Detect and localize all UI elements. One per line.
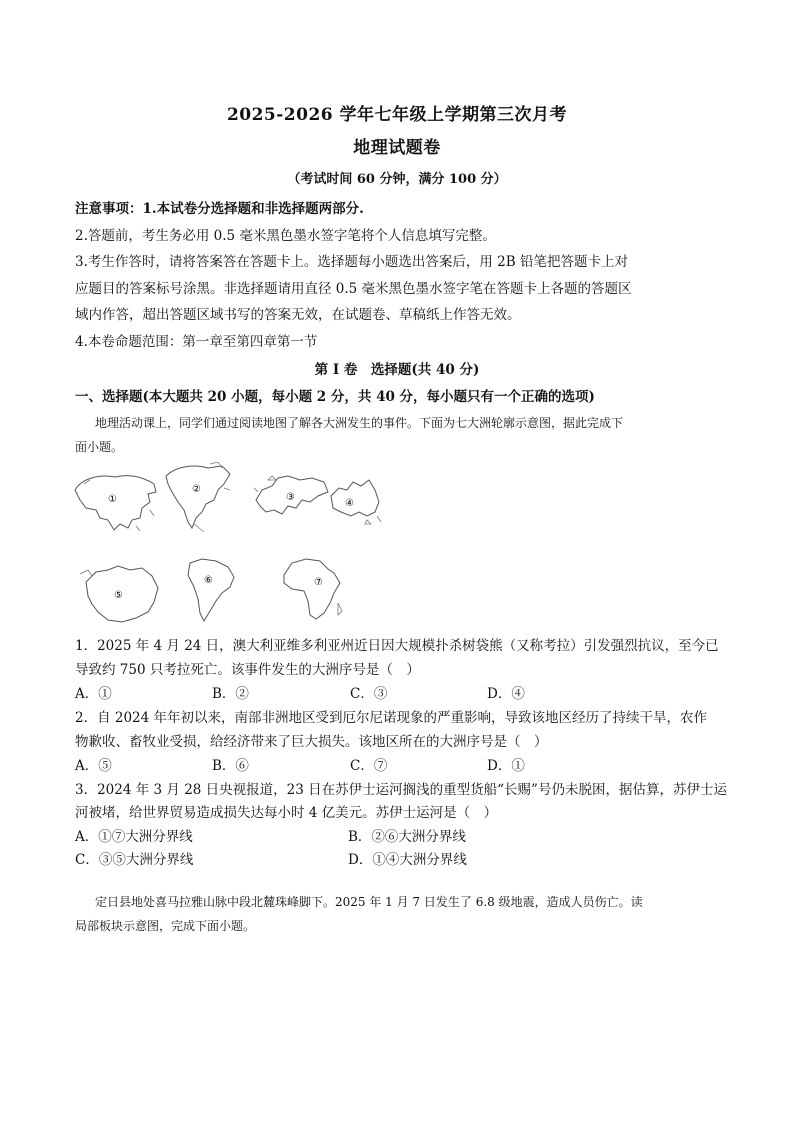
question-2-option-c[interactable]: C．⑦ (350, 758, 388, 774)
intro1-line-2: 面小题。 (75, 440, 124, 454)
continent-map-2 (160, 462, 235, 537)
intro1-line-1: 地理活动课上，同学们通过阅读地图了解各大洲发生的事件。下面为七大洲轮廓示意图，据此完成下 (95, 416, 624, 430)
continent-map-4 (325, 476, 385, 526)
notes-line-4: 4.本卷命题范围：第一章至第四章第一节 (75, 334, 318, 350)
question-1-line-1: 1．2025 年 4 月 24 日，澳大利亚维多利亚州近日因大规模扑杀树袋熊（又称考拉）引发强烈抗议，至今已 (75, 638, 719, 654)
continent-map-3 (248, 470, 333, 525)
question-3-option-c[interactable]: C．③⑤大洲分界线 (75, 852, 194, 868)
notes-line-3c: 域内作答，超出答题区域书写的答案无效，在试题卷、草稿纸上作答无效。 (75, 307, 521, 323)
question-1-option-a[interactable]: A．① (75, 686, 112, 702)
continent-label-6: ⑥ (204, 575, 213, 586)
question-1-option-c[interactable]: C．③ (350, 686, 388, 702)
section-heading: 一、选择题(本大题共 20 小题，每小题 2 分，共 40 分，每小题只有一个正确的选项) (75, 389, 595, 405)
question-3-option-b[interactable]: B．②⑥大洲分界线 (348, 829, 466, 845)
question-2-line-2: 物歉收、畜牧业受损，给经济带来了巨大损失。该地区所在的大洲序号是（ ） (75, 734, 548, 750)
intro2-line-2: 局部板块示意图，完成下面小题。 (75, 919, 256, 933)
continent-map-5 (78, 560, 163, 628)
question-1-option-b[interactable]: B．② (212, 686, 249, 702)
question-2-option-a[interactable]: A．⑤ (75, 758, 112, 774)
exam-title: 2025-2026 学年七年级上学期第三次月考 (226, 105, 568, 125)
question-3-line-1: 3．2024 年 3 月 28 日央视报道，23 日在苏伊士运河搁浅的重型货船“长赐”号仍未脱困，据估算，苏伊士运 (75, 782, 727, 798)
continent-map-1 (70, 468, 160, 533)
question-3-option-a[interactable]: A．①⑦大洲分界线 (75, 829, 193, 845)
intro2-line-1: 定日县地处喜马拉雅山脉中段北麓珠峰脚下。2025 年 1 月 7 日发生了 6.8 级地震，造成人员伤亡。读 (95, 895, 643, 909)
exam-subtitle: 地理试题卷 (353, 138, 441, 158)
continent-label-3: ③ (286, 492, 295, 503)
continent-map-7 (278, 553, 348, 625)
question-3-line-2: 河被堵，给世界贸易造成损失达每小时 4 亿美元。苏伊士运河是（ ） (75, 805, 498, 821)
question-1-line-2: 导致约 750 只考拉死亡。该事件发生的大洲序号是（ ） (75, 662, 420, 678)
question-3-option-d[interactable]: D．①④大洲分界线 (348, 852, 467, 868)
question-2-option-d[interactable]: D．① (487, 758, 525, 774)
continent-label-4: ④ (345, 498, 354, 509)
continent-map-6 (182, 555, 242, 625)
notes-line-3a: 3.考生作答时，请将答案答在答题卡上。选择题每小题选出答案后，用 2B 铅笔把答题卡上对 (75, 254, 628, 270)
question-2-option-b[interactable]: B．⑥ (212, 758, 249, 774)
continent-label-2: ② (192, 484, 201, 495)
continent-label-1: ① (108, 494, 117, 505)
notes-line-1: 注意事项：1.本试卷分选择题和非选择题两部分. (75, 201, 364, 217)
continent-label-7: ⑦ (314, 577, 323, 588)
notes-line-2: 2.答题前，考生务必用 0.5 毫米黑色墨水签字笔将个人信息填写完整。 (75, 228, 496, 244)
question-2-line-1: 2．自 2024 年年初以来，南部非洲地区受到厄尔尼诺现象的严重影响，导致该地区经历了持续干旱，农作 (75, 710, 708, 726)
exam-info: （考试时间 60 分钟，满分 100 分） (287, 172, 507, 187)
continent-label-5: ⑤ (114, 590, 123, 601)
notes-line-3b: 应题目的答案标号涂黑。非选择题请用直径 0.5 毫米黑色墨水签字笔在答题卡上各题的答题区 (75, 281, 632, 297)
question-1-option-d[interactable]: D．④ (487, 686, 525, 702)
part-title: 第 I 卷 选择题(共 40 分) (314, 362, 480, 378)
